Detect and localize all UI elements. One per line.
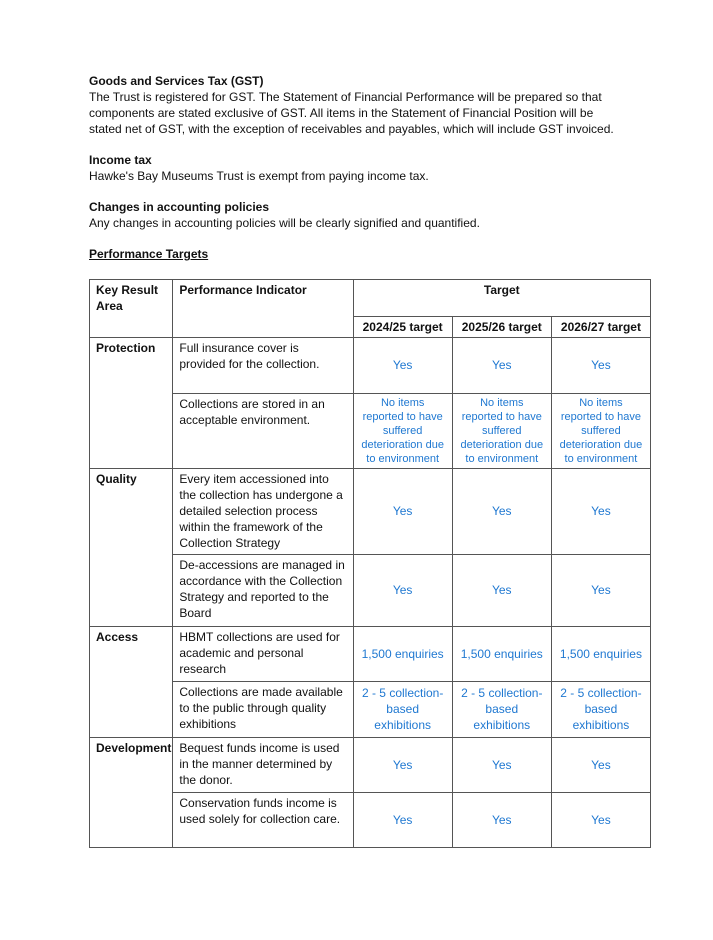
header-target: Target <box>353 280 650 317</box>
income-tax-paragraph: Hawke's Bay Museums Trust is exempt from paying income tax. <box>89 169 429 183</box>
indicator-cell: Collections are made available to the public through quality exhibitions <box>173 681 353 737</box>
table-row <box>90 554 651 626</box>
gst-heading: Goods and Services Tax (GST) <box>89 74 264 88</box>
header-blank-indicator <box>173 316 353 337</box>
kra-quality: Quality <box>90 468 173 626</box>
table-row <box>90 337 651 393</box>
target-cell: Yes <box>353 554 452 626</box>
header-year-3: 2026/27 target <box>551 316 650 337</box>
table-row <box>90 792 651 847</box>
table-header-row <box>90 280 651 317</box>
target-cell: Yes <box>551 554 650 626</box>
header-year-2: 2025/26 target <box>452 316 551 337</box>
target-cell: Yes <box>353 337 452 393</box>
header-performance-indicator: Performance Indicator <box>173 280 353 317</box>
target-cell: Yes <box>452 737 551 792</box>
target-cell: Yes <box>353 737 452 792</box>
target-cell: Yes <box>452 554 551 626</box>
performance-targets-table <box>89 279 651 848</box>
table-year-header-row <box>90 316 651 337</box>
target-cell: Yes <box>551 737 650 792</box>
indicator-cell: Conservation funds income is used solely for collection care. <box>173 792 353 847</box>
target-cell: No items reported to have suffered deterioration due to environment <box>551 393 650 468</box>
kra-access: Access <box>90 626 173 737</box>
document-page <box>89 73 624 262</box>
header-year-1: 2024/25 target <box>353 316 452 337</box>
table-row <box>90 393 651 468</box>
target-cell: Yes <box>551 337 650 393</box>
table-row <box>90 468 651 554</box>
indicator-cell: HBMT collections are used for academic and personal research <box>173 626 353 681</box>
indicator-cell: Bequest funds income is used in the manner determined by the donor. <box>173 737 353 792</box>
target-cell: Yes <box>452 792 551 847</box>
indicator-cell: Full insurance cover is provided for the collection. <box>173 337 353 393</box>
target-cell: Yes <box>353 468 452 554</box>
performance-targets-heading: Performance Targets <box>89 247 209 261</box>
target-cell: 2 - 5 collection-based exhibitions <box>353 681 452 737</box>
target-cell: 1,500 enquiries <box>353 626 452 681</box>
header-blank-kra <box>90 316 173 337</box>
target-cell: No items reported to have suffered deterioration due to environment <box>452 393 551 468</box>
indicator-cell: Collections are stored in an acceptable environment. <box>173 393 353 468</box>
target-cell: Yes <box>551 792 650 847</box>
target-cell: Yes <box>452 468 551 554</box>
table-row <box>90 626 651 681</box>
target-cell: 2 - 5 collection-based exhibitions <box>551 681 650 737</box>
header-key-result-area: Key Result Area <box>90 280 173 317</box>
indicator-cell: Every item accessioned into the collection has undergone a detailed selection process within the framework of the Collection Strategy <box>173 468 353 554</box>
target-cell: Yes <box>353 792 452 847</box>
policies-paragraph: Any changes in accounting policies will be clearly signified and quantified. <box>89 216 480 230</box>
target-cell: No items reported to have suffered deterioration due to environment <box>353 393 452 468</box>
indicator-cell: De-accessions are managed in accordance with the Collection Strategy and reported to the Board <box>173 554 353 626</box>
kra-protection: Protection <box>90 337 173 468</box>
target-cell: 2 - 5 collection-based exhibitions <box>452 681 551 737</box>
income-tax-heading: Income tax <box>89 153 152 167</box>
target-cell: 1,500 enquiries <box>551 626 650 681</box>
target-cell: Yes <box>452 337 551 393</box>
gst-paragraph: The Trust is registered for GST. The Statement of Financial Performance will be prepared so that components are stated exclusive of GST. All items in the Statement of Financial Position will be stated net of GST, with the exception of receivables and payables, which will include GST invoiced. <box>89 90 614 136</box>
target-cell: Yes <box>551 468 650 554</box>
table-row <box>90 737 651 792</box>
target-cell: 1,500 enquiries <box>452 626 551 681</box>
policies-heading: Changes in accounting policies <box>89 200 270 214</box>
kra-development: Development <box>90 737 173 847</box>
table-row <box>90 681 651 737</box>
